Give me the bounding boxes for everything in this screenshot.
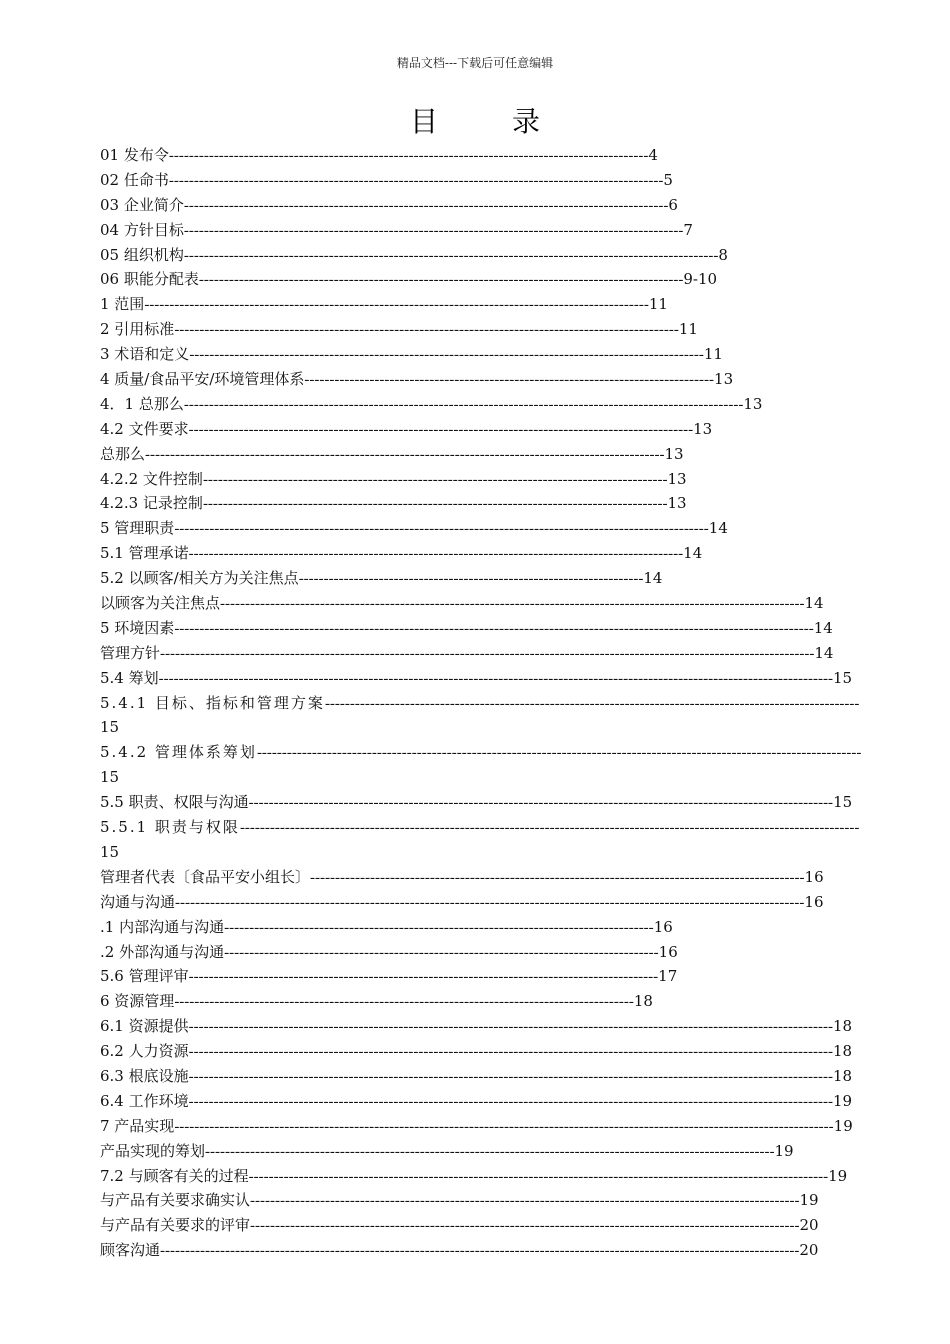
toc-entry-label: 03 企业简介 bbox=[100, 195, 184, 214]
toc-leader: -------------------------------------------------------------------------------------------------------- bbox=[145, 446, 665, 463]
toc-entry[interactable] bbox=[100, 417, 862, 442]
toc-entry-page: 16 bbox=[804, 867, 824, 886]
toc-leader: ---------------------------------------------------------------------------------------------------------------- bbox=[183, 396, 744, 413]
toc-leader: -------------------------------------------------------------------------------------- bbox=[224, 919, 654, 936]
toc-leader: ------------------------------------------------------------------------------------------------- bbox=[198, 272, 684, 289]
title-char-left: 目 bbox=[409, 105, 438, 138]
toc-entry-page: 19 bbox=[828, 1166, 848, 1185]
toc-entry[interactable] bbox=[100, 367, 862, 392]
toc-entry[interactable] bbox=[100, 865, 862, 890]
toc-entry[interactable] bbox=[100, 317, 862, 342]
toc-entry[interactable] bbox=[100, 840, 862, 865]
toc-entry-page: 19 bbox=[774, 1141, 794, 1160]
toc-entry-page: 19 bbox=[833, 1116, 853, 1135]
toc-entry-label: 管理者代表〔食品平安小组长〕 bbox=[100, 867, 311, 886]
toc-entry[interactable] bbox=[100, 442, 862, 467]
toc-entry-label: 沟通与沟通 bbox=[100, 892, 176, 911]
toc-entry-page: 18 bbox=[833, 1017, 853, 1036]
toc-leader: --------------------------------------------------------------------------------------------------------------------- bbox=[248, 795, 834, 812]
toc-entry[interactable] bbox=[100, 1039, 862, 1064]
toc-entry[interactable] bbox=[100, 1164, 862, 1189]
toc-entry-page: 16 bbox=[804, 892, 824, 911]
toc-entry-label: 15 bbox=[100, 842, 120, 861]
toc-entry[interactable] bbox=[100, 168, 862, 193]
toc-entry-label: 3 术语和定义 bbox=[100, 345, 190, 364]
toc-entry-page: 14 bbox=[813, 618, 833, 637]
toc-entry-label: .1 内部沟通与沟通 bbox=[100, 917, 225, 936]
toc-entry-label: 5.6 管理评审 bbox=[100, 967, 189, 986]
toc-entry-label: 总那么 bbox=[100, 444, 146, 463]
toc-leader: -------------------------------------------------------------------------------------------------------------------------------- bbox=[174, 620, 814, 637]
toc-entry-label: 15 bbox=[100, 768, 120, 787]
toc-leader: --------------------------------------------------------------------------------------------- bbox=[202, 471, 668, 488]
toc-entry[interactable] bbox=[100, 940, 862, 965]
toc-leader: ----------------------------------------------------------------------------------------------------- bbox=[144, 297, 649, 314]
toc-entry[interactable] bbox=[100, 691, 862, 716]
toc-entry-page: 9-10 bbox=[683, 270, 718, 289]
toc-entry-label: 5 管理职责 bbox=[100, 519, 175, 538]
toc-leader: ------------------------------------------------------------------------------------------------- bbox=[183, 197, 669, 214]
toc-entry[interactable] bbox=[100, 964, 862, 989]
toc-leader: --------------------------------------------------------------------------------------------------------------------------------------- bbox=[158, 670, 833, 687]
toc-leader: ----------------------------------------------------------------------------------------------------------- bbox=[183, 247, 719, 264]
toc-entry-page: 20 bbox=[799, 1216, 819, 1235]
toc-entry[interactable] bbox=[100, 566, 862, 591]
toc-entry-page: 15 bbox=[833, 793, 853, 812]
toc-entry-page: 14 bbox=[708, 519, 728, 538]
toc-entry-page: 18 bbox=[833, 1066, 853, 1085]
toc-entry-page: 17 bbox=[658, 967, 678, 986]
toc-entry-label: 6.4 工作环境 bbox=[100, 1091, 189, 1110]
toc-entry-label: 4．1 总那么 bbox=[100, 394, 184, 413]
toc-entry[interactable] bbox=[100, 1089, 862, 1114]
toc-entry-page: 15 bbox=[832, 668, 853, 687]
toc-entry-label: 6.3 根底设施 bbox=[100, 1066, 189, 1085]
toc-entry[interactable] bbox=[100, 1213, 862, 1238]
toc-entry[interactable] bbox=[100, 740, 862, 765]
toc-entry-label: 5.5 职责、权限与沟通 bbox=[100, 793, 249, 812]
toc-entry[interactable] bbox=[100, 641, 862, 666]
toc-leader: ------------------------------------------------------------------------------------------------------------------ bbox=[205, 1143, 775, 1160]
toc-entry[interactable] bbox=[100, 591, 862, 616]
toc-entry-label: 管理方针 bbox=[100, 643, 161, 662]
toc-entry[interactable] bbox=[100, 541, 862, 566]
toc-entry-page: 18 bbox=[633, 992, 653, 1011]
toc-entry-label: 6.2 人力资源 bbox=[100, 1042, 189, 1061]
toc-leader: --------------------------------------------------------------------------------------------------- bbox=[168, 172, 664, 189]
toc-entry-page: 14 bbox=[643, 569, 663, 588]
toc-entry[interactable] bbox=[100, 143, 862, 168]
toc-entry[interactable] bbox=[100, 616, 862, 641]
toc-leader: -------------------------------------------------------------------------------------------------------------- bbox=[250, 1218, 800, 1235]
toc-entry[interactable] bbox=[100, 218, 862, 243]
toc-leader: --------------------------------------------------------------------------------------------------------------------------------- bbox=[188, 1019, 833, 1036]
toc-leader: ---------------------------------------------------------------------------------------------------------------------------- bbox=[239, 820, 860, 837]
toc-entry-page: 19 bbox=[799, 1191, 819, 1210]
toc-leader: ------------------------------------------------------------------------------------------------------------------------- bbox=[256, 745, 862, 762]
toc-entry[interactable] bbox=[100, 890, 862, 915]
toc-entry-page: 14 bbox=[683, 544, 703, 563]
toc-entry-page: 13 bbox=[667, 494, 687, 513]
toc-entry-label: 产品实现的筹划 bbox=[100, 1141, 206, 1160]
toc-entry[interactable] bbox=[100, 1064, 862, 1089]
toc-leader: --------------------------------------------------------------------------------------------------------------------------------- bbox=[188, 1093, 833, 1110]
toc-entry-page: 8 bbox=[718, 245, 728, 264]
toc-leader: -------------------------------------------------------------------------------------------------------------- bbox=[250, 1193, 800, 1210]
toc-entry-page: 16 bbox=[658, 942, 678, 961]
toc-entry-label: 5 环境因素 bbox=[100, 618, 175, 637]
toc-entry-label: 4.2 文件要求 bbox=[100, 419, 189, 438]
toc-entry-label: 7 产品实现 bbox=[100, 1116, 175, 1135]
toc-leader: --------------------------------------------------------------------------------------------- bbox=[202, 496, 668, 513]
toc-entry[interactable] bbox=[100, 1014, 862, 1039]
toc-entry-page: 14 bbox=[804, 594, 824, 613]
toc-leader: --------------------------------------------------------------------------------------------------------------------- bbox=[220, 596, 805, 613]
toc-entry-page: 13 bbox=[664, 444, 684, 463]
toc-leader: ------------------------------------------------------------------------------------------------------- bbox=[189, 347, 704, 364]
toc-leader: -------------------------------------------------------------------------------------------------------------------------------- bbox=[160, 1243, 800, 1260]
toc-entry-label: 5.5.1 职责与权限 bbox=[100, 818, 240, 837]
toc-entry-label: 5.4.1 目标、指标和管理方案 bbox=[100, 693, 325, 712]
toc-leader: -------------------------------------------------------------------------------------------------------------------- bbox=[248, 1168, 829, 1185]
toc-entry-label: 顾客沟通 bbox=[100, 1241, 161, 1260]
toc-entry-page: 5 bbox=[663, 170, 673, 189]
toc-entry[interactable] bbox=[100, 715, 862, 740]
toc-entry[interactable] bbox=[100, 491, 862, 516]
toc-leader: -------------------------------------------------------------------------------------------- bbox=[174, 994, 634, 1011]
toc-leader: ----------------------------------------------------------------------------------------------------------- bbox=[324, 695, 860, 712]
toc-entry[interactable] bbox=[100, 1139, 862, 1164]
toc-leader: --------------------------------------------------------------------- bbox=[298, 571, 644, 588]
toc-leader: --------------------------------------------------------------------------------------------------------------------------------- bbox=[188, 1044, 833, 1061]
toc-entry-label: 06 职能分配表 bbox=[100, 270, 199, 289]
toc-leader: --------------------------------------------------------------------------------------------------- bbox=[310, 869, 805, 886]
toc-leader: ------------------------------------------------------------------------------------------------------------------------------ bbox=[175, 894, 805, 911]
toc-entry-page: 14 bbox=[814, 643, 834, 662]
toc-entry-label: 4.2.2 文件控制 bbox=[100, 469, 203, 488]
toc-entry-page: 11 bbox=[678, 320, 698, 339]
toc-entry-label: 1 范围 bbox=[100, 295, 145, 314]
toc-entry[interactable] bbox=[100, 193, 862, 218]
toc-entry-page: 13 bbox=[743, 394, 763, 413]
toc-entry-page: 13 bbox=[693, 419, 713, 438]
toc-entry-label: 7.2 与顾客有关的过程 bbox=[100, 1166, 249, 1185]
toc-entry-page: 18 bbox=[833, 1042, 853, 1061]
toc-entry[interactable] bbox=[100, 989, 862, 1014]
toc-entry[interactable] bbox=[100, 392, 862, 417]
page-header: 精品文档---下载后可任意编辑 bbox=[396, 56, 554, 70]
toc-entry[interactable] bbox=[100, 243, 862, 268]
toc-leader: ---------------------------------------------------------------------------------------------- bbox=[188, 969, 659, 986]
toc-entry[interactable] bbox=[100, 342, 862, 367]
toc-entry[interactable] bbox=[100, 790, 862, 815]
toc-entry[interactable] bbox=[100, 1114, 862, 1139]
toc-leader: --------------------------------------------------------------------------------------------------------------------------------- bbox=[188, 1068, 833, 1085]
toc-entry[interactable] bbox=[100, 815, 862, 840]
toc-entry-label: 6 资源管理 bbox=[100, 992, 175, 1011]
toc-entry-label: 6.1 资源提供 bbox=[100, 1017, 189, 1036]
toc-entry-page: 6 bbox=[668, 195, 678, 214]
toc-entry[interactable] bbox=[100, 1188, 862, 1213]
toc-leader: ---------------------------------------------------------------------------------- bbox=[304, 372, 715, 389]
toc-entry-page: 16 bbox=[653, 917, 673, 936]
toc-entry-page: 13 bbox=[667, 469, 687, 488]
toc-entry-page: 20 bbox=[799, 1241, 819, 1260]
toc-entry-label: 15 bbox=[100, 718, 120, 737]
toc-entry-label: 5.4.2 管理体系筹划 bbox=[100, 743, 257, 762]
toc-entry[interactable] bbox=[100, 516, 862, 541]
toc-entry-page: 13 bbox=[714, 370, 734, 389]
toc-entry[interactable] bbox=[100, 1238, 862, 1263]
toc-leader: ----------------------------------------------------------------------------------------------------- bbox=[188, 421, 694, 438]
toc-entry-page: 4 bbox=[648, 146, 658, 164]
toc-leader: ------------------------------------------------------------------------------------------------------------------------------------ bbox=[174, 1118, 834, 1135]
toc-entry-page: 19 bbox=[833, 1091, 853, 1110]
toc-leader: ----------------------------------------------------------------------------------------------------- bbox=[174, 322, 679, 339]
toc-entry-label: 以顾客为关注焦点 bbox=[100, 594, 221, 613]
toc-entry-label: 02 任命书 bbox=[100, 170, 169, 189]
toc-leader: ---------------------------------------------------------------------------------------------------- bbox=[183, 222, 684, 239]
toc-entry-label: 4.2.3 记录控制 bbox=[100, 494, 203, 513]
toc-entry[interactable] bbox=[100, 267, 862, 292]
toc-title bbox=[0, 100, 950, 140]
toc-entry[interactable] bbox=[100, 765, 862, 790]
toc-entry-page: 7 bbox=[683, 220, 693, 239]
toc-entry-page: 11 bbox=[703, 345, 723, 364]
toc-entry-label: 5.4 筹划 bbox=[100, 668, 159, 687]
toc-entry-label: 4 质量/食品平安/环境管理体系 bbox=[100, 370, 305, 389]
toc-entry-label: 2 引用标准 bbox=[100, 320, 175, 339]
toc-leader: --------------------------------------------------------------------------------------------------- bbox=[188, 546, 684, 563]
toc-entry-label: .2 外部沟通与沟通 bbox=[100, 942, 225, 961]
toc-entry-page: 11 bbox=[648, 295, 668, 314]
toc-leader: ------------------------------------------------------------------------------------------------ bbox=[168, 148, 649, 164]
toc-leader: ----------------------------------------------------------------------------------------------------------- bbox=[174, 521, 709, 538]
toc-entry-label: 5.2 以顾客/相关方为关注焦点 bbox=[100, 569, 299, 588]
toc-entry-label: 04 方针目标 bbox=[100, 220, 184, 239]
toc-entry-label: 05 组织机构 bbox=[100, 245, 184, 264]
toc-entry[interactable] bbox=[100, 467, 862, 492]
toc-entry[interactable] bbox=[100, 666, 862, 691]
toc-entry-label: 5.1 管理承诺 bbox=[100, 544, 189, 563]
table-of-contents bbox=[100, 143, 862, 1263]
toc-leader: ----------------------------------------------------------------------------------------------------------------------------------- bbox=[160, 645, 815, 662]
toc-entry-label: 与产品有关要求确实认 bbox=[100, 1191, 251, 1210]
toc-entry-label: 与产品有关要求的评审 bbox=[100, 1216, 251, 1235]
toc-leader: --------------------------------------------------------------------------------------- bbox=[224, 944, 659, 961]
toc-entry[interactable] bbox=[100, 292, 862, 317]
title-char-right: 录 bbox=[512, 105, 541, 138]
toc-entry-label: 01 发布令 bbox=[100, 146, 169, 164]
toc-entry[interactable] bbox=[100, 915, 862, 940]
